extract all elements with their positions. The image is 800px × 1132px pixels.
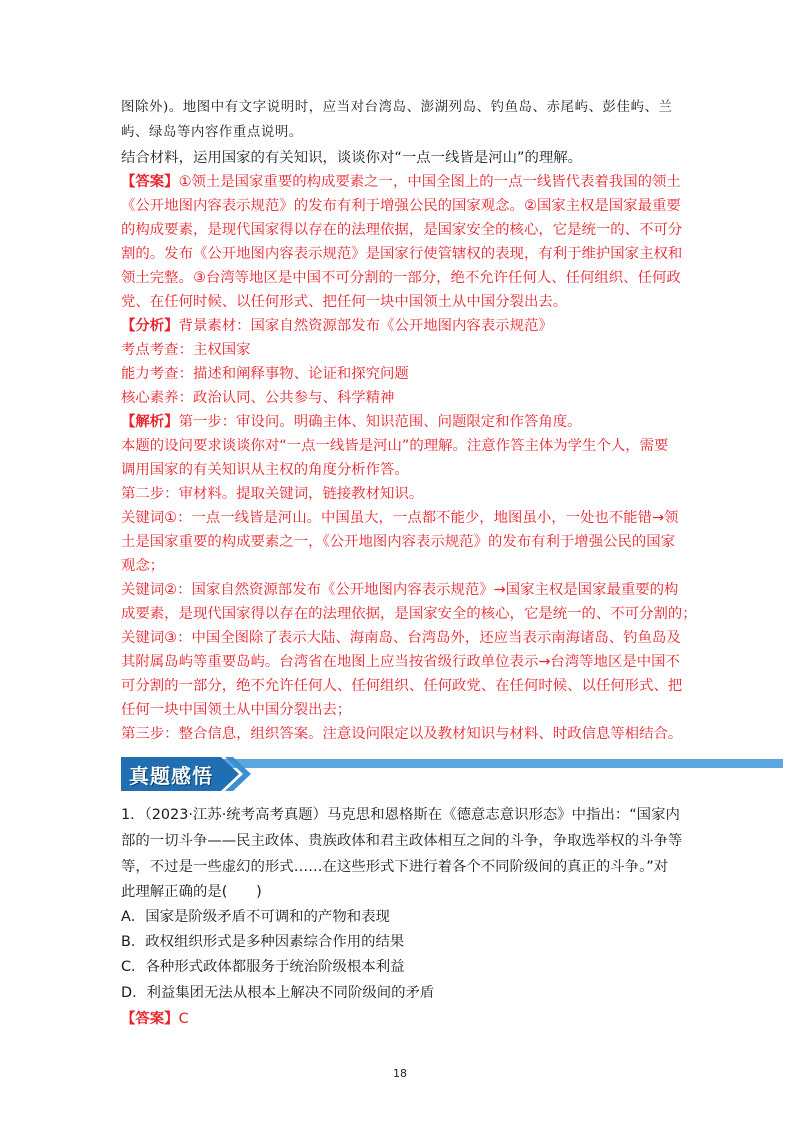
explanation-line-3: 调用国家的有关知识从主权的角度分析作答。: [121, 462, 409, 478]
analysis-ability: 能力考查：描述和阐释事物、论证和探究问题: [121, 366, 409, 382]
banner-shape: [121, 757, 783, 791]
answer-line-4: 割的。发布《公开地图内容表示规范》是国家行使管辖权的表现，有利于维护国家主权和: [121, 246, 683, 262]
analysis-literacy: 核心素养：政治认同、公共参与、科学精神: [121, 390, 395, 406]
question-1-line-4: 此理解正确的是( ): [121, 884, 262, 900]
explanation-line-14: 第三步：整合信息，组织答案。注意设问限定以及教材知识与材料、时政信息等相结合。: [121, 726, 683, 742]
question-1-line-1: 1．（2023·江苏·统考高考真题）马克思和恩格斯在《德意志意识形态》中指出：“国家内: [121, 807, 680, 823]
explanation-line-4: 第二步：审材料。提取关键词，链接教材知识。: [121, 486, 424, 502]
answer-line-2: 《公开地图内容表示规范》的发布有利于增强公民的国家观念。②国家主权是国家最重要: [121, 198, 681, 214]
question-prompt: 结合材料，运用国家的有关知识，谈谈你对“一点一线皆是河山”的理解。: [121, 150, 583, 166]
section-title: 真题感悟: [129, 764, 213, 788]
explanation-line-13: 任何一块中国领土从中国分裂出去；: [121, 702, 352, 718]
answer-text: ①领土是国家重要的构成要素之一，中国全图上的一点一线皆代表着我国的领土: [178, 174, 681, 190]
question-1-answer-tag: 【答案】: [121, 1011, 179, 1027]
page-number: 18: [393, 1067, 407, 1080]
analysis-background: 背景素材：国家自然资源部发布《公开地图内容表示规范》: [178, 318, 553, 334]
intro-line-2: 屿、绿岛等内容作重点说明。: [121, 125, 303, 140]
analysis-exam-point: 考点考查：主权国家: [121, 342, 251, 358]
option-d: D．利益集团无法从根本上解决不同阶级间的矛盾: [121, 985, 435, 1001]
explanation-line-10: 关键词③：中国全图除了表示大陆、海南岛、台湾岛外，还应当表示南海诸岛、钓鱼岛及: [121, 630, 681, 646]
explanation-line-12: 可分割的一部分，绝不允许任何人、任何组织、任何政党、在任何时候、以任何形式、把: [121, 678, 683, 694]
option-a: A．国家是阶级矛盾不可调和的产物和表现: [121, 909, 390, 925]
analysis-tag: 【分析】: [121, 318, 179, 334]
explanation-line-11: 其附属岛屿等重要岛屿。台湾省在地图上应当按省级行政单位表示→台湾等地区是中国不: [121, 654, 680, 670]
answer-line-3: 的构成要素，是现代国家得以存在的法理依据，是国家安全的核心，它是统一的、不可分: [121, 222, 683, 238]
explanation-line-2: 本题的设问要求谈谈你对“一点一线皆是河山”的理解。注意作答主体为学生个人，需要: [121, 438, 669, 454]
answer-line-5: 领土完整。③台湾等地区是中国不可分割的一部分，绝不允许任何人、任何组织、任何政: [121, 270, 681, 286]
section-banner: [121, 757, 783, 791]
explanation-tag: 【解析】: [121, 414, 179, 430]
explanation-line-1: [121, 411, 701, 433]
option-c: C．各种形式政体都服务于统治阶级根本利益: [121, 959, 405, 975]
explanation-line-7: 观念；: [121, 558, 165, 574]
question-1-answer: [121, 1008, 701, 1030]
question-1-answer-value: C: [178, 1011, 189, 1027]
answer-tag: 【答案】: [121, 174, 179, 190]
intro-line-1: 图除外)。地图中有文字说明时，应当对台湾岛、澎湖列岛、钓鱼岛、赤尾屿、彭佳屿、兰: [121, 100, 673, 115]
answer-line-1: [121, 171, 701, 193]
explanation-line-6: 土是国家重要的构成要素之一，《公开地图内容表示规范》的发布有利于增强公民的国家: [121, 534, 676, 550]
explanation-line-9: 成要素，是现代国家得以存在的法理依据，是国家安全的核心，它是统一的、不可分割的；: [121, 606, 697, 622]
answer-line-6: 党、在任何时候、以任何形式、把任何一块中国领土从中国分裂出去。: [121, 294, 568, 310]
option-b: B．政权组织形式是多种因素综合作用的结果: [121, 934, 405, 950]
explanation-step-1: 第一步：审设问。明确主体、知识范围、问题限定和作答角度。: [178, 414, 582, 430]
question-1-line-2: 部的一切斗争——民主政体、贵族政体和君主政体相互之间的斗争，争取选举权的斗争等: [121, 833, 683, 849]
analysis-line-1: [121, 315, 701, 337]
explanation-line-8: 关键词②：国家自然资源部发布《公开地图内容表示规范》→国家主权是国家最重要的构: [121, 582, 679, 598]
explanation-line-5: 关键词①：一点一线皆是河山。中国虽大，一点都不能少，地图虽小，一处也不能错→领: [121, 510, 679, 526]
question-1-line-3: 等，不过是一些虚幻的形式……在这些形式下进行着各个不同阶级间的真正的斗争。”对: [121, 859, 669, 875]
